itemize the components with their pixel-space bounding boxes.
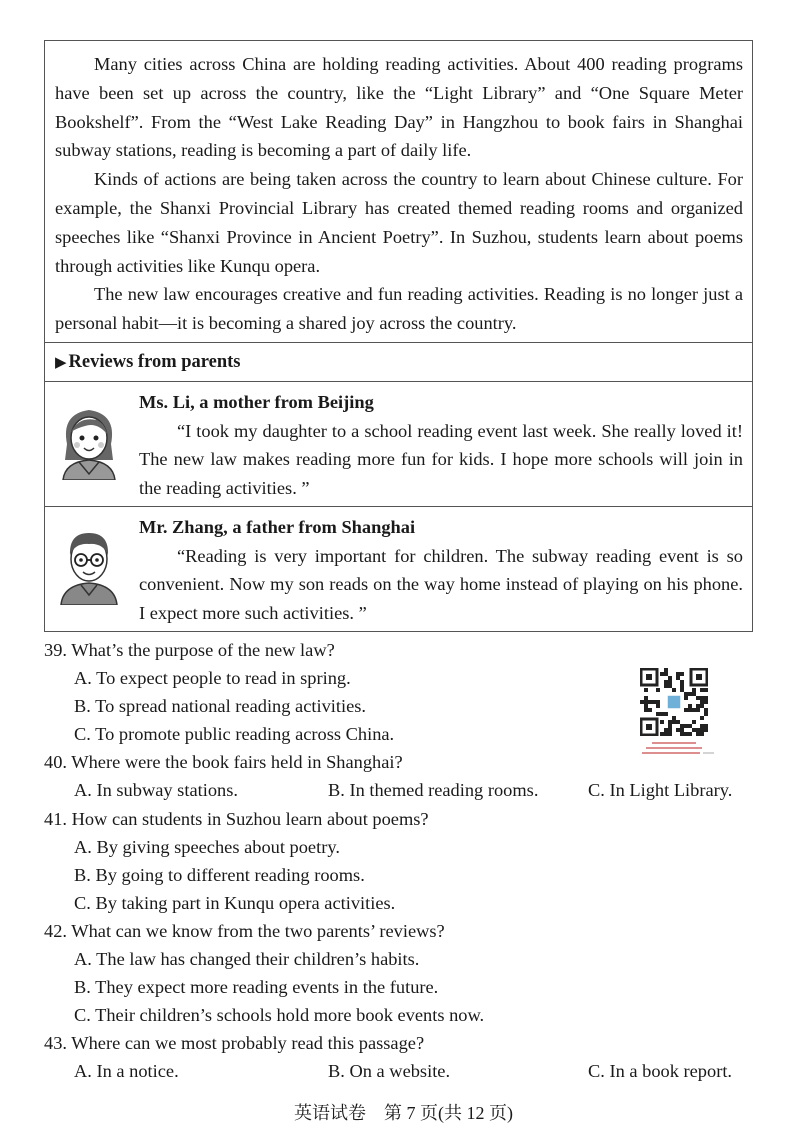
reviews-header bbox=[45, 342, 752, 381]
qr-caption-image bbox=[630, 740, 718, 758]
option-b: B. To spread national reading activities. bbox=[74, 696, 367, 717]
woman-avatar-icon bbox=[57, 400, 121, 480]
option-b: B. In themed reading rooms. bbox=[328, 780, 539, 801]
option-c: C. Their children’s schools hold more book events now. bbox=[74, 1005, 485, 1026]
option-a: A. In subway stations. bbox=[74, 780, 238, 801]
qr-code-icon bbox=[640, 668, 708, 736]
passage-paragraph: Many cities across China are holding reading activities. About 400 reading programs have been set up across the country, like the “Light Library” and “One Square Meter Bookshelf”. From the “West Lake Reading Day” in Hangzhou to book fairs in Shanghai subway stations, reading is becoming a part of daily life. bbox=[55, 54, 743, 161]
option-c: C. In Light Library. bbox=[588, 780, 733, 801]
options-row bbox=[44, 776, 753, 804]
passage-text bbox=[45, 41, 752, 342]
man-avatar-icon bbox=[57, 525, 121, 605]
options-row bbox=[44, 1057, 753, 1085]
passage-paragraph: The new law encourages creative and fun reading activities. Reading is no longer just a personal habit—it is becoming a shared joy across the country. bbox=[55, 284, 743, 334]
option-b: B. On a website. bbox=[328, 1061, 451, 1082]
review-quote: “I took my daughter to a school reading event last week. She really loved it! The new law makes reading more fun for kids. I hope more schools will join in the reading activities. ” bbox=[139, 420, 743, 498]
triangle-bullet-icon: ▶ bbox=[55, 354, 67, 371]
option-c: C. To promote public reading across China. bbox=[74, 724, 395, 745]
review-card bbox=[45, 506, 752, 631]
question-stem: 40. Where were the book fairs held in Shanghai? bbox=[44, 752, 403, 773]
question-stem: 41. How can students in Suzhou learn about poems? bbox=[44, 808, 429, 829]
option-c: C. By taking part in Kunqu opera activities. bbox=[74, 892, 396, 913]
reviewer-name: Ms. Li, a mother from Beijing bbox=[139, 391, 374, 412]
reading-passage-box bbox=[44, 40, 753, 632]
page-footer: 英语试卷 第 7 页(共 12 页) bbox=[294, 1103, 513, 1123]
question-stem: 43. Where can we most probably read this passage? bbox=[44, 1033, 425, 1054]
review-quote: “Reading is very important for children. The subway reading event is so convenient. Now my son reads on the way home instead of playing on his phone. I expect more such activities. ” bbox=[139, 545, 743, 623]
question-42 bbox=[44, 917, 753, 1029]
passage-paragraph: Kinds of actions are being taken across the country to learn about Chinese culture. For example, the Shanxi Provincial Library has created themed reading rooms and organized speeches like “Shanxi Province in Ancient Poetry”. In Suzhou, students learn about poems through activities like Kunqu opera. bbox=[55, 169, 743, 276]
option-a: A. The law has changed their children’s habits. bbox=[74, 949, 420, 970]
review-content bbox=[139, 513, 743, 627]
reviewer-name: Mr. Zhang, a father from Shanghai bbox=[139, 516, 416, 537]
option-a: A. In a notice. bbox=[74, 1061, 179, 1082]
question-stem: 39. What’s the purpose of the new law? bbox=[44, 640, 335, 660]
reviews-header-label: Reviews from parents bbox=[68, 351, 241, 372]
question-stem: 42. What can we know from the two parents’ reviews? bbox=[44, 920, 445, 941]
option-b: B. By going to different reading rooms. bbox=[74, 864, 365, 885]
option-b: B. They expect more reading events in the future. bbox=[74, 977, 439, 998]
review-card bbox=[45, 381, 752, 506]
review-content bbox=[139, 388, 743, 502]
option-c: C. In a book report. bbox=[588, 1061, 733, 1082]
question-43 bbox=[44, 1029, 753, 1085]
option-a: A. By giving speeches about poetry. bbox=[74, 836, 340, 857]
option-a: A. To expect people to read in spring. bbox=[74, 668, 351, 689]
question-41 bbox=[44, 805, 753, 917]
